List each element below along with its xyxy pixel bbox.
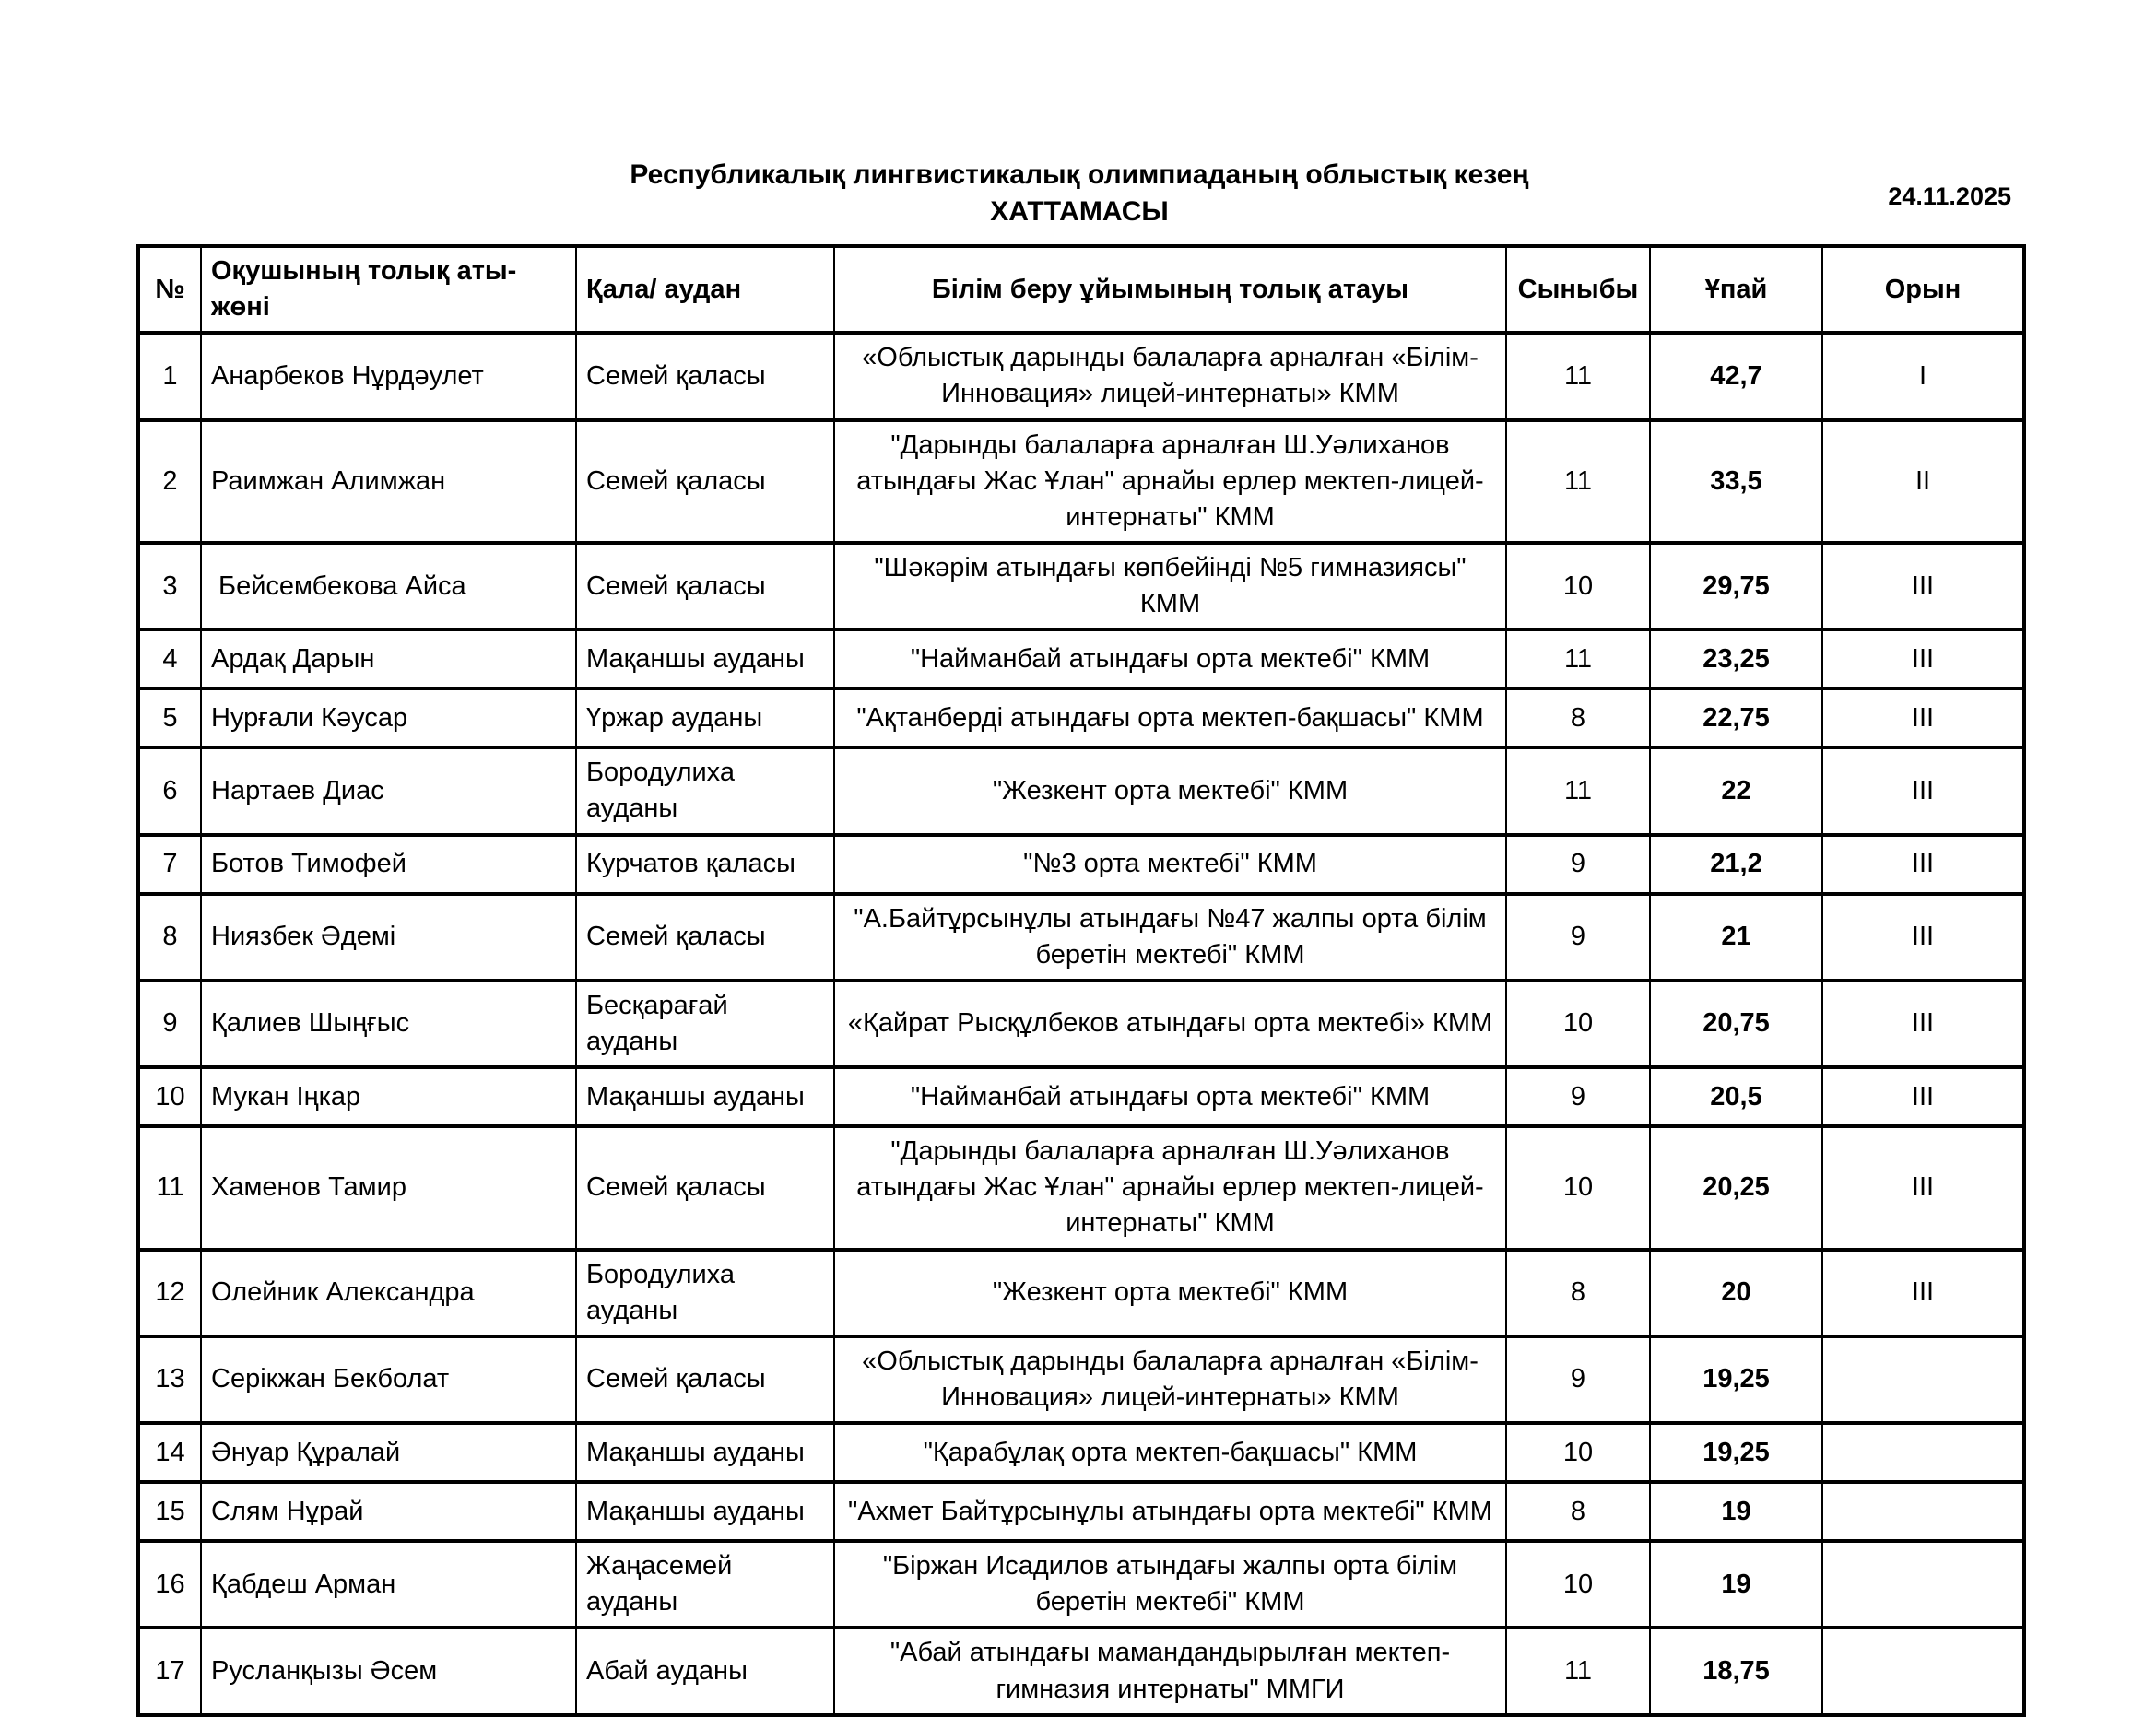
cell-school: "Найманбай атындағы орта мектебі" КММ: [834, 1067, 1506, 1126]
header-name: Оқушының толық аты-жөні: [201, 246, 576, 333]
cell-school: «Облыстық дарынды балаларға арналған «Білім-Инновация» лицей-интернаты» КММ: [834, 1336, 1506, 1423]
header-num: №: [138, 246, 201, 333]
cell-score: 22: [1650, 747, 1822, 834]
page-title-line1: Республикалық лингвистикалық олимпиаданың облыстық кезең: [630, 159, 1529, 190]
cell-name: Нурғали Кәусар: [201, 688, 576, 747]
cell-city: Абай ауданы: [576, 1628, 834, 1714]
cell-place: [1822, 1423, 2024, 1482]
cell-city: Мақаншы ауданы: [576, 1482, 834, 1541]
table-row: [138, 1423, 2024, 1482]
cell-score: 18,75: [1650, 1628, 1822, 1714]
cell-grade: 9: [1506, 835, 1650, 894]
page-title-line2: ХАТТАМАСЫ: [990, 196, 1169, 227]
cell-city: Семей қаласы: [576, 420, 834, 543]
cell-city: Семей қаласы: [576, 333, 834, 419]
cell-name: Қалиев Шыңғыс: [201, 981, 576, 1067]
cell-name: Ниязбек Әдемі: [201, 894, 576, 981]
cell-name: Бейсембекова Айса: [201, 543, 576, 629]
results-table-body: [138, 333, 2024, 1714]
cell-num: 9: [138, 981, 201, 1067]
cell-city: Мақаншы ауданы: [576, 629, 834, 688]
cell-city: Бесқарағай ауданы: [576, 981, 834, 1067]
cell-score: 23,25: [1650, 629, 1822, 688]
cell-city: Семей қаласы: [576, 894, 834, 981]
table-row: [138, 1126, 2024, 1249]
cell-score: 19,25: [1650, 1336, 1822, 1423]
cell-school: "Қарабұлақ орта мектеп-бақшасы" КММ: [834, 1423, 1506, 1482]
cell-grade: 9: [1506, 894, 1650, 981]
cell-num: 15: [138, 1482, 201, 1541]
cell-place: III: [1822, 629, 2024, 688]
table-row: [138, 333, 2024, 419]
cell-place: III: [1822, 1250, 2024, 1336]
table-row: [138, 1250, 2024, 1336]
cell-place: [1822, 1482, 2024, 1541]
cell-score: 20,25: [1650, 1126, 1822, 1249]
cell-name: Нартаев Диас: [201, 747, 576, 834]
cell-city: Бородулиха ауданы: [576, 1250, 834, 1336]
cell-name: Хаменов Тамир: [201, 1126, 576, 1249]
cell-num: 1: [138, 333, 201, 419]
cell-score: 19: [1650, 1541, 1822, 1628]
cell-school: «Қайрат Рысқұлбеков атындағы орта мектебі» КММ: [834, 981, 1506, 1067]
cell-place: III: [1822, 981, 2024, 1067]
cell-score: 20,5: [1650, 1067, 1822, 1126]
cell-city: Бородулиха ауданы: [576, 747, 834, 834]
cell-grade: 11: [1506, 420, 1650, 543]
cell-grade: 10: [1506, 543, 1650, 629]
cell-school: "Біржан Исадилов атындағы жалпы орта білім беретін мектебі" КММ: [834, 1541, 1506, 1628]
table-row: [138, 543, 2024, 629]
cell-place: III: [1822, 1126, 2024, 1249]
cell-school: "Найманбай атындағы орта мектебі" КММ: [834, 629, 1506, 688]
cell-place: I: [1822, 333, 2024, 419]
document-date: 24.11.2025: [1888, 182, 2011, 210]
cell-name: Олейник Александра: [201, 1250, 576, 1336]
table-row: [138, 894, 2024, 981]
cell-city: Курчатов қаласы: [576, 835, 834, 894]
cell-num: 4: [138, 629, 201, 688]
cell-place: [1822, 1541, 2024, 1628]
cell-grade: 9: [1506, 1067, 1650, 1126]
page-title: [136, 0, 2022, 230]
table-row: [138, 1541, 2024, 1628]
cell-num: 7: [138, 835, 201, 894]
cell-num: 13: [138, 1336, 201, 1423]
results-table: [136, 244, 2026, 1717]
cell-place: III: [1822, 894, 2024, 981]
cell-num: 10: [138, 1067, 201, 1126]
cell-name: Серікжан Бекболат: [201, 1336, 576, 1423]
cell-place: [1822, 1628, 2024, 1714]
cell-num: 3: [138, 543, 201, 629]
cell-school: "Дарынды балаларға арналған Ш.Уәлиханов атындағы Жас Ұлан" арнайы ерлер мектеп-лицей-интернаты" КММ: [834, 1126, 1506, 1249]
cell-name: Қабдеш Арман: [201, 1541, 576, 1628]
cell-score: 21,2: [1650, 835, 1822, 894]
results-table-header: [138, 246, 2024, 333]
table-row: [138, 420, 2024, 543]
cell-grade: 11: [1506, 333, 1650, 419]
cell-school: «Облыстық дарынды балаларға арналған «Білім-Инновация» лицей-интернаты» КММ: [834, 333, 1506, 419]
cell-name: Русланқызы Әсем: [201, 1628, 576, 1714]
cell-city: Мақаншы ауданы: [576, 1423, 834, 1482]
cell-city: Семей қаласы: [576, 1126, 834, 1249]
cell-place: II: [1822, 420, 2024, 543]
header-city: Қала/ аудан: [576, 246, 834, 333]
cell-school: "Шәкәрім атындағы көпбейінді №5 гимназиясы" КММ: [834, 543, 1506, 629]
cell-score: 22,75: [1650, 688, 1822, 747]
cell-place: III: [1822, 543, 2024, 629]
cell-score: 29,75: [1650, 543, 1822, 629]
cell-grade: 8: [1506, 1250, 1650, 1336]
cell-score: 19: [1650, 1482, 1822, 1541]
cell-name: Анарбеков Нұрдәулет: [201, 333, 576, 419]
cell-num: 17: [138, 1628, 201, 1714]
cell-grade: 10: [1506, 1423, 1650, 1482]
cell-score: 42,7: [1650, 333, 1822, 419]
cell-grade: 11: [1506, 1628, 1650, 1714]
cell-name: Раимжан Алимжан: [201, 420, 576, 543]
cell-grade: 10: [1506, 1126, 1650, 1249]
header-school: Білім беру ұйымының толық атауы: [834, 246, 1506, 333]
cell-place: III: [1822, 688, 2024, 747]
cell-place: III: [1822, 747, 2024, 834]
cell-city: Мақаншы ауданы: [576, 1067, 834, 1126]
cell-grade: 10: [1506, 1541, 1650, 1628]
cell-num: 6: [138, 747, 201, 834]
cell-grade: 8: [1506, 1482, 1650, 1541]
cell-place: III: [1822, 835, 2024, 894]
cell-school: "Ақтанберді атындағы орта мектеп-бақшасы" КММ: [834, 688, 1506, 747]
header-row: [138, 246, 2024, 333]
cell-score: 21: [1650, 894, 1822, 981]
document-header: [136, 0, 2022, 230]
cell-score: 20,75: [1650, 981, 1822, 1067]
cell-school: "А.Байтұрсынұлы атындағы №47 жалпы орта білім беретін мектебі" КММ: [834, 894, 1506, 981]
cell-num: 2: [138, 420, 201, 543]
table-row: [138, 981, 2024, 1067]
cell-school: "Жезкент орта мектебі" КММ: [834, 747, 1506, 834]
cell-name: Ардақ Дарын: [201, 629, 576, 688]
cell-city: Семей қаласы: [576, 543, 834, 629]
header-grade: Сыныбы: [1506, 246, 1650, 333]
table-row: [138, 835, 2024, 894]
table-row: [138, 1067, 2024, 1126]
cell-grade: 11: [1506, 629, 1650, 688]
cell-place: III: [1822, 1067, 2024, 1126]
table-row: [138, 1482, 2024, 1541]
header-score: Ұпай: [1650, 246, 1822, 333]
cell-num: 5: [138, 688, 201, 747]
table-row: [138, 1628, 2024, 1714]
cell-num: 11: [138, 1126, 201, 1249]
header-place: Орын: [1822, 246, 2024, 333]
table-row: [138, 688, 2024, 747]
cell-school: "№3 орта мектебі" КММ: [834, 835, 1506, 894]
cell-city: Жаңасемей ауданы: [576, 1541, 834, 1628]
cell-school: "Жезкент орта мектебі" КММ: [834, 1250, 1506, 1336]
cell-name: Ботов Тимофей: [201, 835, 576, 894]
cell-grade: 8: [1506, 688, 1650, 747]
cell-num: 8: [138, 894, 201, 981]
cell-score: 19,25: [1650, 1423, 1822, 1482]
cell-grade: 10: [1506, 981, 1650, 1067]
cell-city: Семей қаласы: [576, 1336, 834, 1423]
cell-city: Үржар ауданы: [576, 688, 834, 747]
cell-name: Мукан Іңкар: [201, 1067, 576, 1126]
cell-num: 16: [138, 1541, 201, 1628]
cell-score: 33,5: [1650, 420, 1822, 543]
cell-num: 12: [138, 1250, 201, 1336]
table-row: [138, 629, 2024, 688]
cell-place: [1822, 1336, 2024, 1423]
table-row: [138, 1336, 2024, 1423]
cell-num: 14: [138, 1423, 201, 1482]
cell-school: "Дарынды балаларға арналған Ш.Уәлиханов атындағы Жас Ұлан" арнайы ерлер мектеп-лицей-интернаты" КММ: [834, 420, 1506, 543]
cell-name: Слям Нұрай: [201, 1482, 576, 1541]
cell-school: "Абай атындағы мамандандырылған мектеп-гимназия интернаты" ММГИ: [834, 1628, 1506, 1714]
table-row: [138, 747, 2024, 834]
cell-score: 20: [1650, 1250, 1822, 1336]
cell-grade: 11: [1506, 747, 1650, 834]
cell-school: "Ахмет Байтұрсынұлы атындағы орта мектебі" КММ: [834, 1482, 1506, 1541]
cell-name: Әнуар Құралай: [201, 1423, 576, 1482]
cell-grade: 9: [1506, 1336, 1650, 1423]
